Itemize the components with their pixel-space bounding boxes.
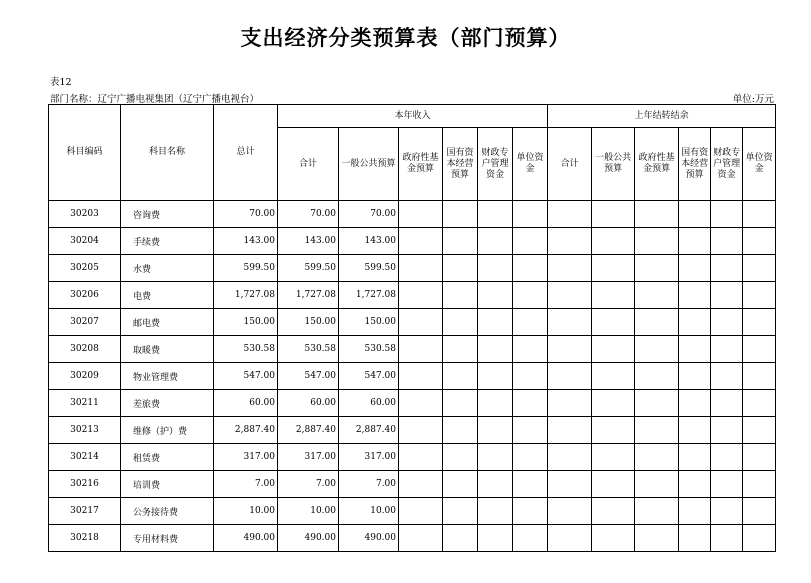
cell-empty [443,201,478,228]
cell-empty [711,201,743,228]
cell-empty [743,282,776,309]
cell-empty [513,525,548,552]
cell-current-sum: 7.00 [278,471,339,498]
cell-current-sum: 10.00 [278,498,339,525]
cell-code: 30209 [49,363,121,390]
cell-empty [592,471,635,498]
cell-name: 咨询费 [121,201,214,228]
cell-empty [399,336,443,363]
cell-total: 150.00 [214,309,278,336]
cell-empty [443,255,478,282]
cell-empty [711,255,743,282]
header-current-sum: 合计 [278,128,339,201]
cell-empty [513,444,548,471]
cell-name: 物业管理费 [121,363,214,390]
cell-name: 电费 [121,282,214,309]
cell-current-sum: 143.00 [278,228,339,255]
cell-empty [679,309,711,336]
cell-name: 手续费 [121,228,214,255]
cell-empty [679,525,711,552]
cell-empty [548,309,592,336]
cell-empty [679,444,711,471]
cell-empty [443,228,478,255]
header-current-income: 本年收入 [278,105,548,128]
cell-name: 水费 [121,255,214,282]
cell-total: 317.00 [214,444,278,471]
cell-empty [478,255,513,282]
header-current-unit: 单位资金 [513,128,548,201]
cell-empty [635,471,679,498]
cell-empty [743,363,776,390]
cell-empty [548,471,592,498]
cell-empty [548,363,592,390]
cell-code: 30204 [49,228,121,255]
cell-current-sum: 150.00 [278,309,339,336]
cell-current-general: 490.00 [339,525,399,552]
cell-empty [548,444,592,471]
cell-total: 490.00 [214,525,278,552]
cell-current-sum: 1,727.08 [278,282,339,309]
cell-empty [478,498,513,525]
cell-empty [635,363,679,390]
cell-empty [548,201,592,228]
cell-empty [478,309,513,336]
cell-empty [592,390,635,417]
cell-empty [743,336,776,363]
cell-empty [743,417,776,444]
cell-current-general: 60.00 [339,390,399,417]
cell-empty [478,363,513,390]
cell-empty [592,444,635,471]
cell-empty [399,498,443,525]
cell-empty [592,282,635,309]
cell-total: 530.58 [214,336,278,363]
unit-label: 单位:万元 [732,94,774,105]
table-row [49,525,776,552]
cell-current-general: 2,887.40 [339,417,399,444]
cell-empty [635,417,679,444]
table-row [49,444,776,471]
header-current-general: 一般公共预算 [339,128,399,201]
cell-empty [711,228,743,255]
cell-empty [711,444,743,471]
cell-empty [711,390,743,417]
header-name: 科目名称 [121,105,214,201]
cell-empty [443,444,478,471]
cell-total: 143.00 [214,228,278,255]
header-current-special-account: 财政专户管理资金 [478,128,513,201]
cell-empty [679,417,711,444]
cell-empty [513,201,548,228]
cell-empty [635,498,679,525]
table-row [49,228,776,255]
cell-empty [679,363,711,390]
cell-empty [443,471,478,498]
cell-empty [635,282,679,309]
cell-empty [478,525,513,552]
cell-empty [743,255,776,282]
cell-empty [548,498,592,525]
cell-empty [635,309,679,336]
table-row [49,282,776,309]
cell-empty [679,228,711,255]
cell-name: 租赁费 [121,444,214,471]
cell-current-general: 143.00 [339,228,399,255]
cell-empty [635,390,679,417]
cell-empty [679,201,711,228]
cell-total: 547.00 [214,363,278,390]
cell-empty [399,471,443,498]
cell-empty [743,444,776,471]
header-carry-state-capital: 国有资本经营预算 [679,128,711,201]
cell-empty [635,525,679,552]
cell-empty [443,282,478,309]
cell-total: 70.00 [214,201,278,228]
cell-empty [478,444,513,471]
cell-empty [513,309,548,336]
department-name: 部门名称：辽宁广播电视集团（辽宁广播电视台） [50,94,260,105]
cell-total: 60.00 [214,390,278,417]
cell-current-general: 1,727.08 [339,282,399,309]
cell-name: 公务接待费 [121,498,214,525]
cell-name: 差旅费 [121,390,214,417]
cell-empty [592,498,635,525]
cell-empty [478,390,513,417]
cell-empty [635,228,679,255]
cell-name: 维修（护）费 [121,417,214,444]
cell-empty [548,336,592,363]
header-carry-special-account: 财政专户管理资金 [711,128,743,201]
cell-empty [635,255,679,282]
cell-empty [592,525,635,552]
cell-total: 599.50 [214,255,278,282]
cell-total: 1,727.08 [214,282,278,309]
cell-empty [399,363,443,390]
cell-current-general: 599.50 [339,255,399,282]
cell-empty [711,336,743,363]
cell-name: 培训费 [121,471,214,498]
cell-empty [548,390,592,417]
cell-empty [711,471,743,498]
cell-current-sum: 490.00 [278,525,339,552]
cell-empty [743,228,776,255]
cell-empty [443,390,478,417]
cell-empty [513,417,548,444]
table-row [49,471,776,498]
table-row [49,201,776,228]
cell-empty [399,417,443,444]
cell-empty [399,228,443,255]
cell-empty [443,525,478,552]
cell-current-general: 317.00 [339,444,399,471]
cell-empty [513,228,548,255]
cell-empty [711,282,743,309]
cell-empty [513,471,548,498]
cell-empty [679,336,711,363]
cell-empty [478,228,513,255]
cell-empty [399,255,443,282]
cell-empty [743,471,776,498]
cell-empty [592,309,635,336]
header-total: 总计 [214,105,278,201]
header-carry-unit: 单位资金 [743,128,776,201]
table-row [49,390,776,417]
cell-empty [513,363,548,390]
cell-empty [592,363,635,390]
cell-empty [443,336,478,363]
cell-empty [548,228,592,255]
cell-code: 30203 [49,201,121,228]
budget-table [48,104,776,552]
cell-name: 专用材料费 [121,525,214,552]
table-row [49,417,776,444]
cell-code: 30217 [49,498,121,525]
header-carry-sum: 合计 [548,128,592,201]
table-row [49,498,776,525]
cell-current-sum: 2,887.40 [278,417,339,444]
cell-current-sum: 60.00 [278,390,339,417]
cell-empty [399,201,443,228]
cell-empty [443,498,478,525]
cell-current-general: 10.00 [339,498,399,525]
cell-empty [635,336,679,363]
cell-empty [478,336,513,363]
cell-empty [743,201,776,228]
table-row [49,255,776,282]
cell-empty [711,363,743,390]
cell-empty [513,282,548,309]
cell-empty [548,282,592,309]
cell-empty [711,498,743,525]
cell-current-sum: 599.50 [278,255,339,282]
cell-total: 10.00 [214,498,278,525]
table-row [49,336,776,363]
cell-current-general: 150.00 [339,309,399,336]
cell-empty [592,201,635,228]
cell-empty [635,201,679,228]
cell-code: 30208 [49,336,121,363]
cell-empty [443,417,478,444]
cell-empty [592,336,635,363]
cell-empty [635,444,679,471]
cell-empty [443,363,478,390]
cell-current-sum: 70.00 [278,201,339,228]
cell-empty [548,525,592,552]
cell-name: 取暖费 [121,336,214,363]
cell-current-general: 530.58 [339,336,399,363]
cell-current-sum: 317.00 [278,444,339,471]
header-current-fund: 政府性基金预算 [399,128,443,201]
cell-empty [513,255,548,282]
cell-empty [592,228,635,255]
cell-empty [592,255,635,282]
cell-empty [743,498,776,525]
table-number: 表12 [50,77,72,88]
cell-code: 30205 [49,255,121,282]
cell-empty [548,255,592,282]
cell-empty [711,417,743,444]
cell-empty [513,390,548,417]
cell-code: 30211 [49,390,121,417]
cell-empty [548,417,592,444]
cell-empty [399,282,443,309]
cell-empty [743,525,776,552]
cell-empty [592,417,635,444]
cell-empty [711,309,743,336]
cell-total: 2,887.40 [214,417,278,444]
header-code: 科目编码 [49,105,121,201]
cell-empty [399,390,443,417]
cell-empty [679,390,711,417]
cell-empty [679,471,711,498]
cell-empty [399,309,443,336]
cell-current-general: 7.00 [339,471,399,498]
cell-empty [679,255,711,282]
cell-empty [513,336,548,363]
header-current-state-capital: 国有资本经营预算 [443,128,478,201]
cell-empty [513,498,548,525]
cell-empty [711,525,743,552]
cell-current-general: 70.00 [339,201,399,228]
header-carry-general: 一般公共预算 [592,128,635,201]
cell-code: 30213 [49,417,121,444]
cell-empty [478,417,513,444]
cell-empty [399,444,443,471]
cell-empty [743,309,776,336]
cell-code: 30206 [49,282,121,309]
cell-code: 30207 [49,309,121,336]
cell-current-general: 547.00 [339,363,399,390]
cell-current-sum: 530.58 [278,336,339,363]
cell-empty [443,309,478,336]
cell-code: 30218 [49,525,121,552]
page-title: 支出经济分类预算表（部门预算） [240,26,571,50]
table-row [49,363,776,390]
cell-empty [478,282,513,309]
cell-empty [679,282,711,309]
cell-current-sum: 547.00 [278,363,339,390]
cell-code: 30216 [49,471,121,498]
cell-empty [399,525,443,552]
cell-empty [478,471,513,498]
table-row [49,309,776,336]
cell-code: 30214 [49,444,121,471]
cell-name: 邮电费 [121,309,214,336]
cell-empty [679,498,711,525]
header-carry-fund: 政府性基金预算 [635,128,679,201]
header-carryover: 上年结转结余 [548,105,776,128]
cell-total: 7.00 [214,471,278,498]
cell-empty [478,201,513,228]
cell-empty [743,390,776,417]
